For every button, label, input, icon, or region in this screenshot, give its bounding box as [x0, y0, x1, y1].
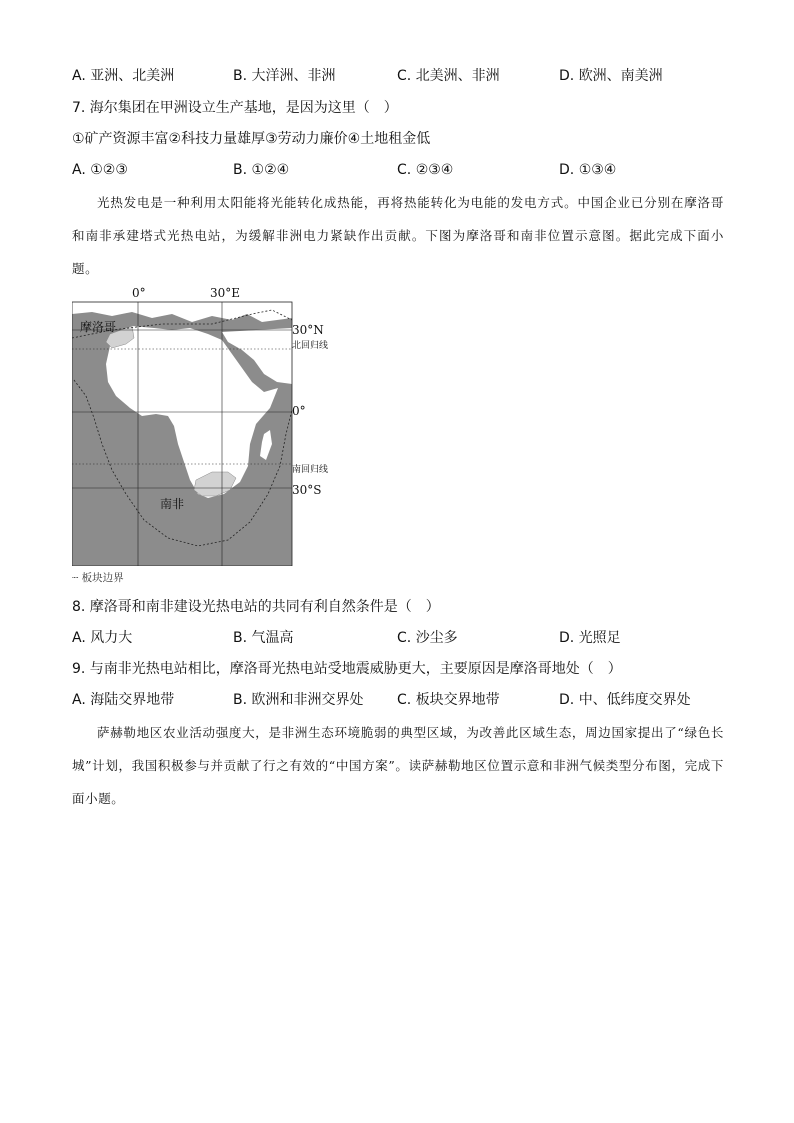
q8-option-c: C. 沙尘多 — [397, 630, 458, 646]
q7-stem: 7. 海尔集团在甲洲设立生产基地，是因为这里（ ） — [72, 100, 398, 116]
q7-option-d: D. ①③④ — [559, 162, 617, 178]
q6-option-c: C. 北美洲、非洲 — [397, 68, 500, 84]
map-lon-30e: 30°E — [210, 286, 241, 300]
map-tropic-north-label: 北回归线 — [292, 341, 329, 351]
q7-option-c: C. ②③④ — [397, 162, 454, 178]
africa-location-map — [72, 284, 342, 566]
q6-option-d: D. 欧洲、南美洲 — [559, 68, 663, 84]
map-lon-0: 0° — [132, 286, 146, 300]
q9-option-d: D. 中、低纬度交界处 — [559, 692, 691, 708]
passage-sahel: 萨赫勒地区农业活动强度大，是非洲生态环境脆弱的典型区域，为改善此区域生态，周边国家提出了“绿色长城”计划，我国积极参与并贡献了行之有效的“中国方案”。读萨赫勒地区位置示意和非洲气候类型分布图，完成下面小题。 — [72, 725, 724, 806]
map-label-south-africa: 南非 — [160, 497, 185, 511]
passage-solar-thermal: 光热发电是一种利用太阳能将光能转化成热能，再将热能转化为电能的发电方式。中国企业已分别在摩洛哥和南非承建塔式光热电站，为缓解非洲电力紧缺作出贡献。下图为摩洛哥和南非位置示意图。据此完成下面小题。 — [72, 195, 724, 276]
q8-option-b: B. 气温高 — [233, 630, 294, 646]
q9-stem: 9. 与南非光热电站相比，摩洛哥光热电站受地震威胁更大，主要原因是摩洛哥地处（ ） — [72, 661, 622, 677]
q8-stem: 8. 摩洛哥和南非建设光热电站的共同有利自然条件是（ ） — [72, 599, 440, 615]
q8-option-a: A. 风力大 — [72, 630, 133, 646]
map-legend-label: 板块边界 — [81, 572, 124, 584]
map-legend — [72, 570, 124, 585]
q7-option-b: B. ①②④ — [233, 162, 290, 178]
map-svg — [72, 284, 342, 566]
map-lat-30n: 30°N — [292, 323, 324, 337]
map-tropic-south-label: 南回归线 — [292, 465, 329, 475]
q6-option-b: B. 大洋洲、非洲 — [233, 68, 336, 84]
q9-option-c: C. 板块交界地带 — [397, 692, 500, 708]
map-lat-0: 0° — [292, 404, 306, 418]
q9-option-b: B. 欧洲和非洲交界处 — [233, 692, 364, 708]
q7-option-a: A. ①②③ — [72, 162, 128, 178]
q7-conditions: ①矿产资源丰富②科技力量雄厚③劳动力廉价④土地租金低 — [72, 131, 431, 147]
dotted-line-icon: ┈ — [72, 572, 79, 584]
q9-option-a: A. 海陆交界地带 — [72, 692, 175, 708]
map-lat-30s: 30°S — [292, 483, 322, 497]
q8-option-d: D. 光照足 — [559, 630, 621, 646]
map-label-morocco: 摩洛哥 — [80, 320, 117, 334]
q6-option-a: A. 亚洲、北美洲 — [72, 68, 175, 84]
